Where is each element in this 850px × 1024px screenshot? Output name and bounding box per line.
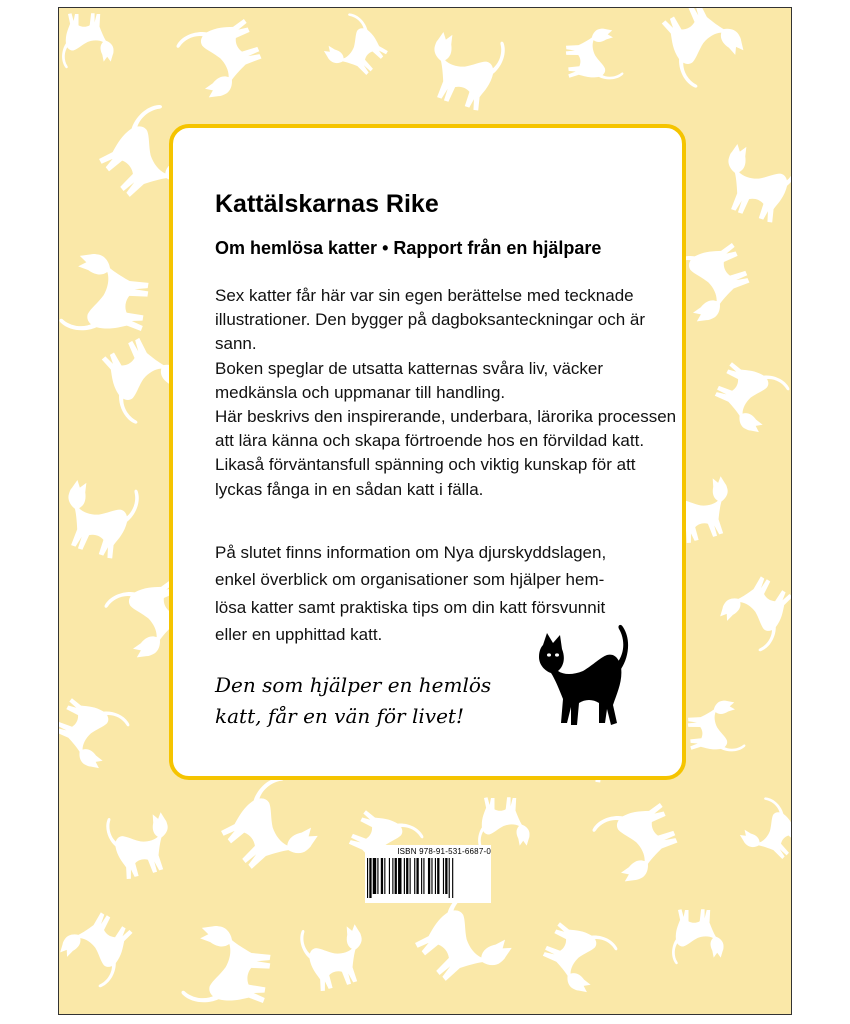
handwritten-quote (215, 670, 545, 732)
barcode-bar (435, 858, 436, 894)
barcode-bar (421, 858, 422, 894)
cat-silhouette-icon (298, 916, 373, 994)
description-paragraph: Boken speglar de utsatta katternas svåra liv, väcker medkänsla och uppmanar till handling. (215, 358, 604, 402)
barcode-bar (381, 858, 383, 894)
barcode-bar (443, 858, 444, 894)
cat-silhouette-icon (317, 10, 392, 85)
barcode-bar (367, 858, 368, 898)
book-title: Kattälskarnas Rike (215, 190, 439, 218)
closing-line: enkel överblick om organisationer som hjälper hem- (215, 570, 605, 590)
description-paragraph: Här beskrivs den inspirerande, underbara, lärorika processen att lära känna och skapa förtroende hos en förvildad katt. (215, 407, 677, 451)
barcode-bar (437, 858, 439, 894)
cat-silhouette-icon (174, 11, 269, 104)
closing-line: eller en upphittad katt. (215, 624, 383, 644)
cat-silhouette-icon (420, 22, 508, 113)
description-paragraph: Sex katter får här var sin egen berättelse med tecknade illustrationer. Den bygger på dagboksanteckningar och är sann. (215, 286, 645, 354)
cat-silhouette-icon (713, 567, 792, 654)
black-cat-icon (533, 623, 643, 735)
cat-silhouette-icon (478, 797, 529, 852)
book-back-cover (58, 7, 792, 1015)
cat-silhouette-icon (59, 470, 142, 561)
cat-silhouette-icon (590, 795, 685, 888)
barcode-bar (373, 858, 376, 894)
barcode-bar (389, 858, 390, 894)
barcode-bar (406, 858, 408, 894)
barcode-bar (410, 858, 411, 894)
barcode-bar (449, 858, 450, 898)
isbn-number: ISBN 978-91-531-6687-0 (397, 847, 491, 856)
cat-silhouette-icon (59, 692, 132, 775)
cat-silhouette-icon (733, 794, 792, 869)
barcode-bar (395, 858, 397, 894)
quote-line: katt, får en vän för livet! (215, 704, 464, 728)
closing-line: På slutet finns information om Nya djurskyddslagen, (215, 543, 607, 562)
cat-silhouette-icon (180, 922, 274, 1012)
cat-silhouette-icon (672, 909, 723, 964)
cat-silhouette-icon (104, 804, 179, 882)
cat-silhouette-icon (59, 250, 153, 340)
cat-silhouette-icon (215, 772, 329, 885)
cat-silhouette-icon (707, 356, 792, 439)
cat-silhouette-icon (535, 916, 620, 999)
barcode-bar (414, 858, 415, 894)
cat-silhouette-icon (654, 8, 751, 91)
barcode-bar (452, 858, 453, 898)
book-subtitle: Om hemlösa katter • Rapport från en hjälpare (215, 238, 602, 258)
barcode-bar (369, 858, 371, 898)
barcode-bar (423, 858, 424, 894)
cat-silhouette-icon (62, 13, 113, 68)
barcode-bar (445, 858, 447, 894)
barcode (367, 858, 489, 898)
closing-line: lösa katter samt praktiska tips om din katt försvunnit (215, 597, 606, 617)
barcode-bar (377, 858, 378, 894)
description (215, 284, 685, 502)
cat-silhouette-icon (686, 699, 746, 756)
barcode-bar (392, 858, 393, 894)
cat-silhouette-icon (59, 903, 139, 990)
quote-line: Den som hjälper en hemlös (215, 673, 492, 697)
barcode-bar (428, 858, 430, 894)
cat-silhouette-icon (564, 27, 624, 84)
barcode-bar (431, 858, 432, 894)
description-paragraph: Likaså förväntansfull spänning och viktig kunskap för att lyckas fånga in en sådan katt i fälla. (215, 455, 636, 499)
barcode-bar (404, 858, 405, 894)
barcode-bar (384, 858, 385, 894)
barcode-bar (416, 858, 418, 894)
barcode-bar (398, 858, 401, 894)
text-panel (169, 124, 686, 780)
cat-silhouette-icon (714, 134, 792, 225)
barcode-label (365, 845, 491, 903)
